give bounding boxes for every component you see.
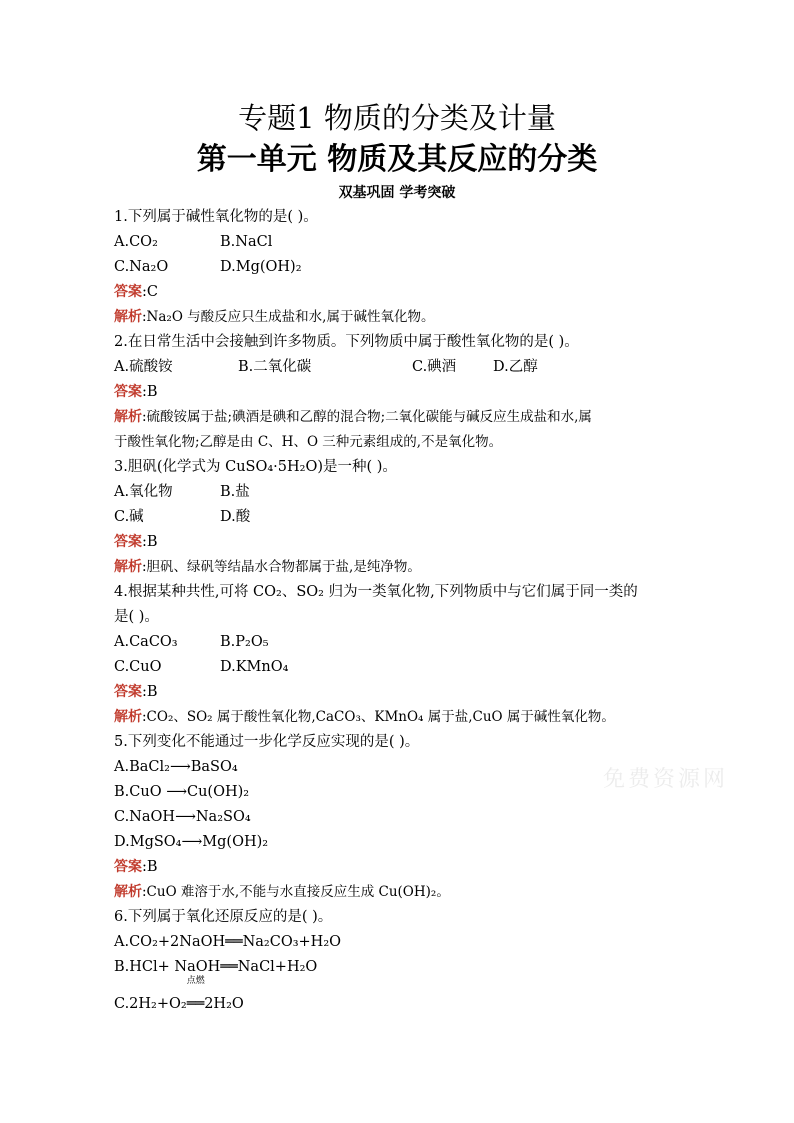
option-d: D.乙醇 [493,359,538,375]
question-list [114,205,694,1017]
product: Mg(OH)₂ [202,834,269,850]
option-b: B.盐 [220,484,250,500]
question-1-options-row-1 [114,230,694,255]
question-4-stem-cont: 是( )。 [114,609,159,625]
question-6-option-c [114,976,694,1017]
explain-label: 解析 [114,409,142,425]
reaction-arrow-icon: ⟶ [166,784,187,800]
question-2-explanation-cont: 于酸性氧化物;乙醇是由 C、H、O 三种元素组成的,不是氧化物。 [114,434,503,450]
answer-label: 答案 [114,284,142,300]
products: NaCl+H₂O [237,959,318,975]
reactant: B.CuO [114,784,162,800]
question-5-stem: 5.下列变化不能通过一步化学反应实现的是( )。 [114,734,420,750]
question-1-explanation [114,305,694,330]
explain-label: 解析 [114,559,142,575]
question-3-options-row-2 [114,505,694,530]
section-subtitle: 双基巩固 学考突破 [338,185,456,201]
question-5-option-c [114,805,694,830]
question-4-options-row-1 [114,630,694,655]
question-5-explanation [114,880,694,905]
product: Cu(OH)₂ [187,784,250,800]
reactants: A.CO₂+2NaOH [114,934,226,950]
question-1-answer [114,280,694,305]
option-c: C.碱 [114,509,144,525]
option-b: B.二氧化碳 [238,359,312,375]
equals-sign: ══ [186,996,205,1012]
explain-label: 解析 [114,709,142,725]
reactants: B.HCl+ NaOH [114,959,221,975]
question-2-stem: 2.在日常生活中会接触到许多物质。下列物质中属于酸性氧化物的是( )。 [114,334,579,350]
explain-text: :Na₂O 与酸反应只生成盐和水,属于碱性氧化物。 [142,309,435,325]
question-1-stem: 1.下列属于碱性氧化物的是( )。 [114,209,318,225]
option-a: A.CO₂ [114,234,158,250]
topic-title: 专题1 物质的分类及计量 [238,101,556,135]
option-b: B.P₂O₅ [220,634,269,650]
explain-text: :胆矾、绿矾等结晶水合物都属于盐,是纯净物。 [142,559,421,575]
question-4-answer [114,680,694,705]
question-3-answer [114,530,694,555]
watermark: 免费资源网 [603,767,729,792]
question-3-explanation [114,555,694,580]
explain-text: :CO₂、SO₂ 属于酸性氧化物,CaCO₃、KMnO₄ 属于盐,CuO 属于碱性氧化物。 [142,709,615,725]
option-d: D.酸 [220,509,251,525]
question-4-explanation [114,705,694,730]
explain-label: 解析 [114,309,142,325]
equals-sign: ══ [225,934,243,950]
reactant: C.NaOH [114,809,176,825]
answer-label: 答案 [114,384,142,400]
answer-value: :B [142,859,158,875]
option-a: A.氧化物 [114,484,173,500]
product: Na₂SO₄ [195,809,251,825]
question-5-option-d [114,830,694,855]
option-a: A.硫酸铵 [114,359,173,375]
option-c: C.CuO [114,659,162,675]
reaction-arrow-icon: ⟶ [181,834,203,850]
reactant: D.MgSO₄ [114,834,182,850]
explain-text: :硫酸铵属于盐;碘酒是碘和乙醇的混合物;二氧化碳能与碱反应生成盐和水,属 [142,409,592,425]
question-3-options-row-1 [114,480,694,505]
question-2-answer [114,380,694,405]
question-4-options-row-2 [114,655,694,680]
option-d: D.Mg(OH)₂ [220,259,302,275]
question-6-stem: 6.下列属于氧化还原反应的是( )。 [114,909,333,925]
question-6-option-a [114,930,694,955]
answer-label: 答案 [114,534,142,550]
question-3-stem: 3.胆矾(化学式为 CuSO₄·5H₂O)是一种( )。 [114,459,397,475]
reaction-condition: 点燃 [186,976,205,986]
explain-label: 解析 [114,884,142,900]
reaction-arrow-icon: ⟶ [169,759,191,775]
option-b: B.NaCl [220,234,273,250]
answer-label: 答案 [114,684,142,700]
question-5-answer [114,855,694,880]
answer-label: 答案 [114,859,142,875]
question-1-options-row-2 [114,255,694,280]
question-2-options [114,355,694,380]
answer-value: :B [142,534,158,550]
unit-title: 第一单元 物质及其反应的分类 [196,142,598,177]
products: Na₂CO₃+H₂O [242,934,342,950]
option-c: C.碘酒 [412,359,457,375]
condition-equals [186,976,205,1017]
question-4-stem: 4.根据某种共性,可将 CO₂、SO₂ 归为一类氧化物,下列物质中与它们属于同一类的 [114,584,638,600]
option-a: A.CaCO₃ [114,634,178,650]
equals-sign: ══ [220,959,238,975]
reaction-arrow-icon: ⟶ [175,809,196,825]
product: BaSO₄ [190,759,238,775]
answer-value: :B [142,384,158,400]
reactants: C.2H₂+O₂ [114,996,187,1012]
answer-value: :B [142,684,158,700]
question-2-explanation [114,405,694,430]
option-d: D.KMnO₄ [220,659,289,675]
answer-value: :C [142,284,158,300]
option-c: C.Na₂O [114,259,169,275]
explain-text: :CuO 难溶于水,不能与水直接反应生成 Cu(OH)₂。 [142,884,450,900]
reactant: A.BaCl₂ [114,759,170,775]
products: 2H₂O [204,996,244,1012]
